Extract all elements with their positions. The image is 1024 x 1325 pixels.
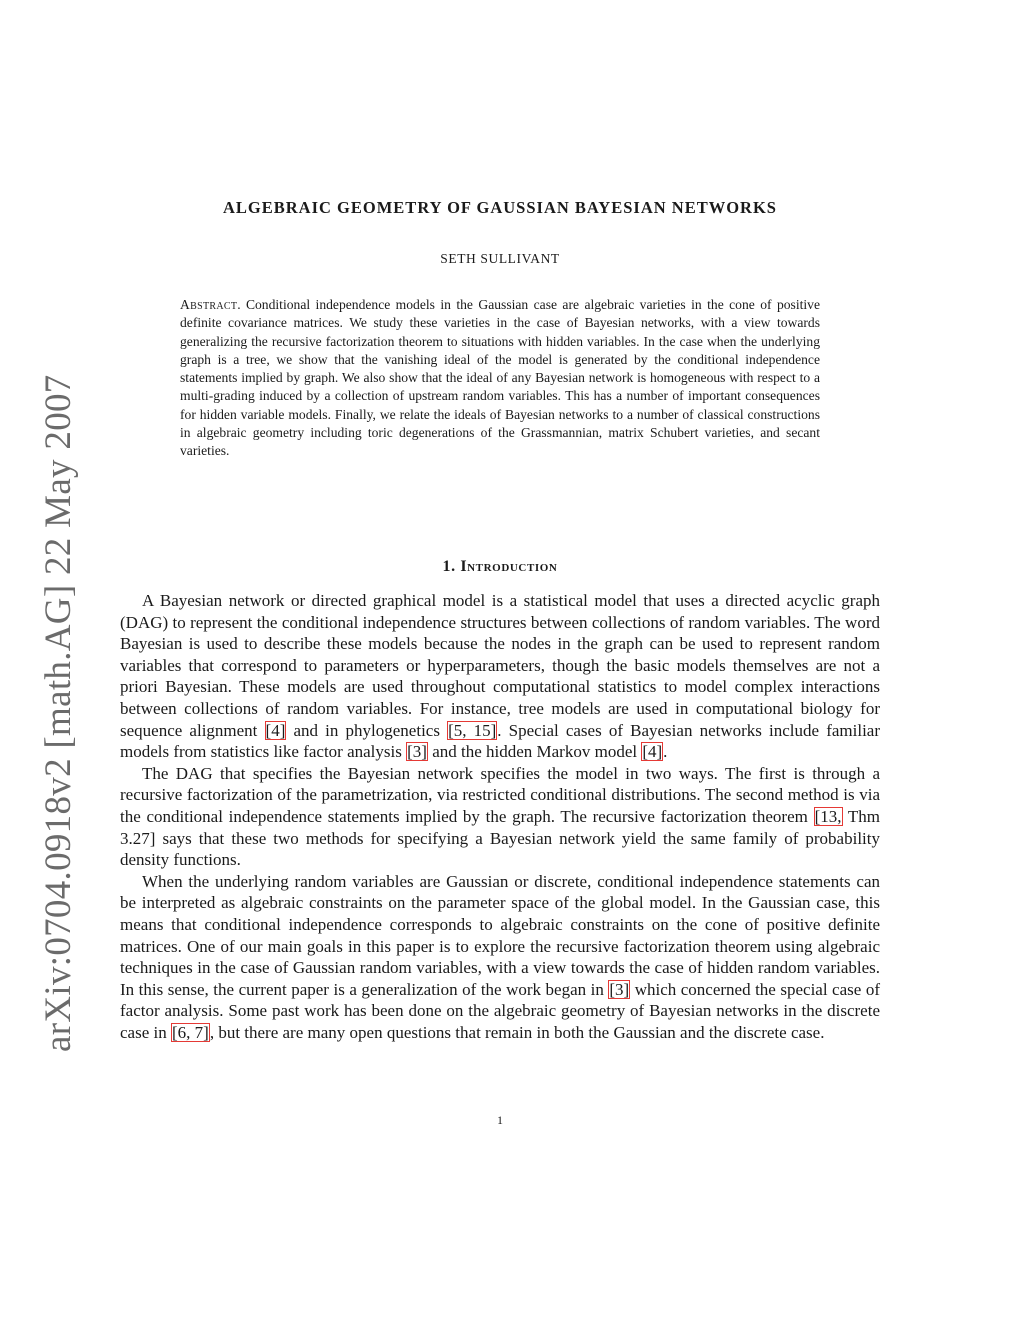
paragraph-text: , but there are many open questions that remain in both the Gaussian and the discrete case. <box>209 1022 825 1042</box>
citation-link[interactable]: [4] <box>265 720 286 740</box>
paragraph-text: Thm 3.27] says that these two methods for specifying a Bayesian network yield the same family of probability density functions. <box>120 806 881 870</box>
introduction-body <box>120 590 880 1043</box>
paragraph-text: A Bayesian network or directed graphical model is a statistical model that uses a directed acyclic graph (DAG) to represent the conditional independence structures between collections of random variables. The word Bayesian is used to describe these models because the nodes in the graph can be used to represent random variables that correspond to parameters or hyperparameters, though the basic models themselves are not a priori Bayesian. These models are used throughout computational statistics to model complex interactions between collections of random variables. For instance, tree models are used in computational biology for sequence alignment <box>120 591 880 740</box>
citation-link[interactable]: [4] <box>642 742 663 762</box>
citation-link[interactable]: [3] <box>609 979 630 999</box>
author-name: SETH SULLIVANT <box>440 251 560 266</box>
paragraph-3 <box>120 871 880 1044</box>
paragraph-text: . Special cases of Bayesian networks include familiar models from statistics like factor analysis <box>120 720 880 762</box>
arxiv-identifier-text: arXiv:0704.0918v2 [math.AG] 22 May 2007 <box>38 374 79 1052</box>
paragraph-text: and in phylogenetics <box>286 720 448 740</box>
abstract-text: Conditional independence models in the Gaussian case are algebraic varieties in the cone of positive definite covariance matrices. We study these varieties in the case of Bayesian networks, with a view towards generalizing the recursive factorization theorem to situations with hidden variables. In the case when the underlying graph is a tree, we show that the vanishing ideal of the model is generated by the conditional independence statements implied by graph. We also show that the ideal of any Bayesian network is homogeneous with respect to a multi-grading induced by a collection of upstream random variables. This has a number of important consequences for hidden variable models. Finally, we relate the ideals of Bayesian networks to a number of classical constructions in algebraic geometry including toric degenerations of the Grassmannian, matrix Schubert varieties, and secant varieties. <box>180 297 820 459</box>
citation-link[interactable]: [5, 15] <box>448 720 497 740</box>
paragraph-1 <box>120 590 880 763</box>
citation-link[interactable]: [3] <box>407 742 427 762</box>
paragraph-2 <box>120 763 880 871</box>
paragraph-text: . <box>663 742 668 762</box>
paper-title: ALGEBRAIC GEOMETRY OF GAUSSIAN BAYESIAN NETWORKS <box>223 198 777 217</box>
citation-link[interactable]: [13, <box>814 806 842 826</box>
paragraph-text: The DAG that specifies the Bayesian network specifies the model in two ways. The first is through a recursive factorization of the parametrization, via restricted conditional distributions. The second method is via the conditional independence statements implied by the graph. The recursive factorization theorem <box>120 763 880 826</box>
abstract-label: Abstract. <box>180 297 241 312</box>
paragraph-text: which concerned the special case of factor analysis. Some past work has been done on the algebraic geometry of Bayesian networks in the discrete case in <box>120 979 880 1042</box>
section-heading-introduction: 1. Introduction <box>442 558 558 575</box>
page-number: 1 <box>497 1113 503 1127</box>
abstract <box>180 296 820 461</box>
citation-link[interactable]: [6, 7] <box>171 1022 209 1042</box>
paragraph-text: When the underlying random variables are Gaussian or discrete, conditional independence statements can be interpreted as algebraic constraints on the parameter space of the global model. In the Gaussian case, this means that conditional independence corresponds to algebraic constraints on the cone of positive definite matrices. One of our main goals in this paper is to explore the recursive factorization theorem using algebraic techniques in the case of Gaussian random variables, with a view towards the case of hidden random variables. In this sense, the current paper is a generalization of the work began in <box>120 871 880 999</box>
paragraph-text: and the hidden Markov model <box>427 742 642 762</box>
